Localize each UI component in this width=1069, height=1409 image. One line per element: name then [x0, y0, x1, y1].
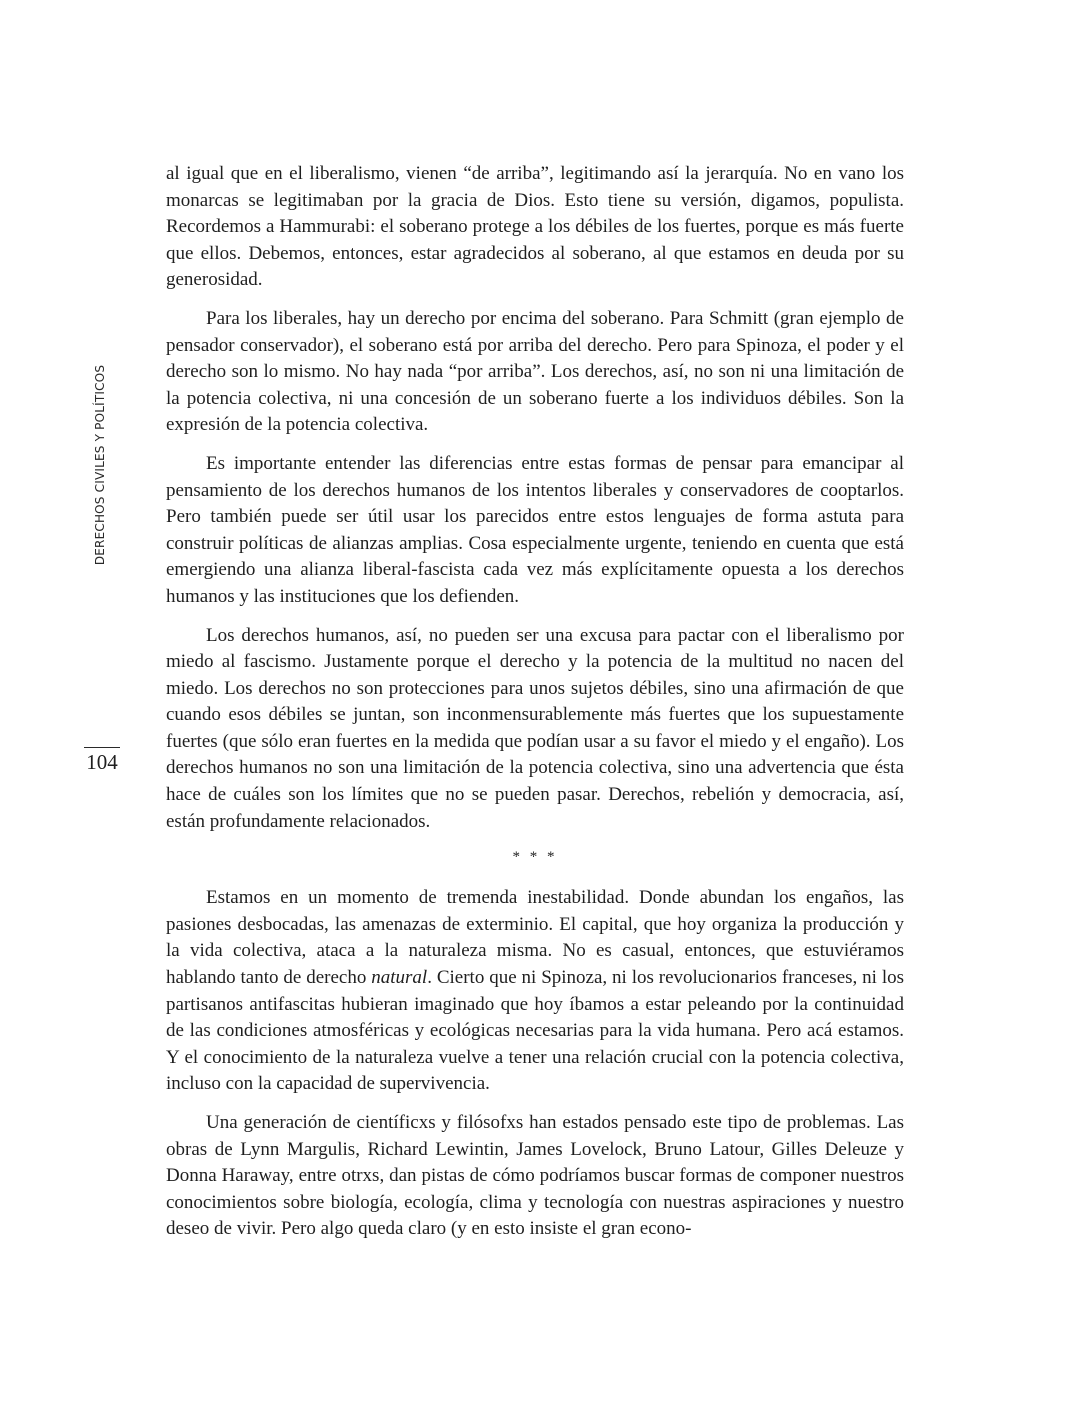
body-text: [166, 161, 904, 1255]
running-head: DERECHOS CIVILES Y POLÍTICOS: [93, 364, 107, 566]
paragraph-text-before-italic: Estamos en un momento de tremenda inestabilidad. Donde abundan los engaños, las pasiones desbocadas, las amenazas de exterminio. El capital, que hoy organiza la producción y la vida colectiva, ataca a la naturaleza misma. No es casual, entonces, que estuviéramos hablando tanto de derecho: [166, 887, 904, 989]
italic-word: natural: [371, 967, 428, 989]
paragraph-diferencias: Es importante entender las diferencias entre estas formas de pensar para emancipar al pensamiento de los derechos humanos de los intentos liberales y conservadores de cooptarlos. Pero también puede ser útil usar los parecidos entre estos lenguajes de forma astuta para construir políticas de alianzas amplias. Cosa especialmente urgente, teniendo en cuenta que está emergiendo una alianza liberal-fascista cada vez más explícitamente opuesta a los derechos humanos y las instituciones que los defienden.: [166, 452, 904, 607]
section-separator: * * *: [512, 849, 558, 866]
paragraph-derechos-humanos: Los derechos humanos, así, no pueden ser una excusa para pactar con el liberalismo por miedo al fascismo. Justamente porque el derecho y la potencia de la multitud no nacen del miedo. Los derechos no son protecciones para unos sujetos débiles, sino una afirmación de que cuando esos débiles se juntan, son inconmensurablemente más fuertes que los supuestamente fuertes (que sólo eran fuertes en la medida que podían usar a su favor el miedo y el engaño). Los derechos humanos no son una limitación de la potencia colectiva, sino una advertencia que ésta hace de cuáles son los límites que no se pueden pasar. Derechos, rebelión y democracia, así, están profundamente relacionados.: [166, 624, 904, 832]
page-number: 104: [86, 750, 118, 774]
page-number-rule: [84, 747, 120, 748]
paragraph-generacion-cientificxs: Una generación de científicxs y filósofxs han estados pensado este tipo de problemas. Las obras de Lynn Margulis, Richard Lewintin, James Lovelock, Bruno Latour, Gilles Deleuze y Donna Haraway, entre otrxs, dan pistas de cómo podríamos buscar formas de componer nuestros conocimientos sobre biología, ecología, clima y tecnología con nuestras aspiraciones y nuestro deseo de vivir. Pero algo queda claro (y en esto insiste el gran econo-: [166, 1112, 904, 1240]
paragraph-continued: al igual que en el liberalismo, vienen “de arriba”, legitimando así la jerarquía. No en vano los monarcas se legitimaban por la gracia de Dios. Esto tiene su versión, digamos, populista. Recordemos a Hammurabi: el soberano protege a los débiles de los fuertes, porque es más fuerte que ellos. Debemos, entonces, estar agradecidos al soberano, al que estamos en deuda por su generosidad.: [166, 163, 904, 291]
paragraph-liberales-schmitt-spinoza: Para los liberales, hay un derecho por encima del soberano. Para Schmitt (gran ejemplo de pensador conservador), el soberano está por arriba del derecho. Pero para Spinoza, el poder y el derecho son lo mismo. No hay nada “por arriba”. Los derechos, así, no son ni una limitación de la potencia colectiva, ni una concesión de un soberano fuerte a los individuos débiles. Son la expresión de la potencia colectiva.: [166, 307, 904, 436]
paragraph-text-after-italic: . Cierto que ni Spinoza, ni los revolucionarios franceses, ni los partisanos antifascitas hubieran imaginado que hoy íbamos a estar peleando por la continuidad de las condiciones atmosféricas y ecológicas necesarias para la vida humana. Pero acá estamos. Y el conocimiento de la naturaleza vuelve a tener una relación crucial con la potencia colectiva, incluso con la capacidad de supervivencia.: [166, 967, 904, 1095]
paragraph-inestabilidad: [166, 885, 904, 1098]
